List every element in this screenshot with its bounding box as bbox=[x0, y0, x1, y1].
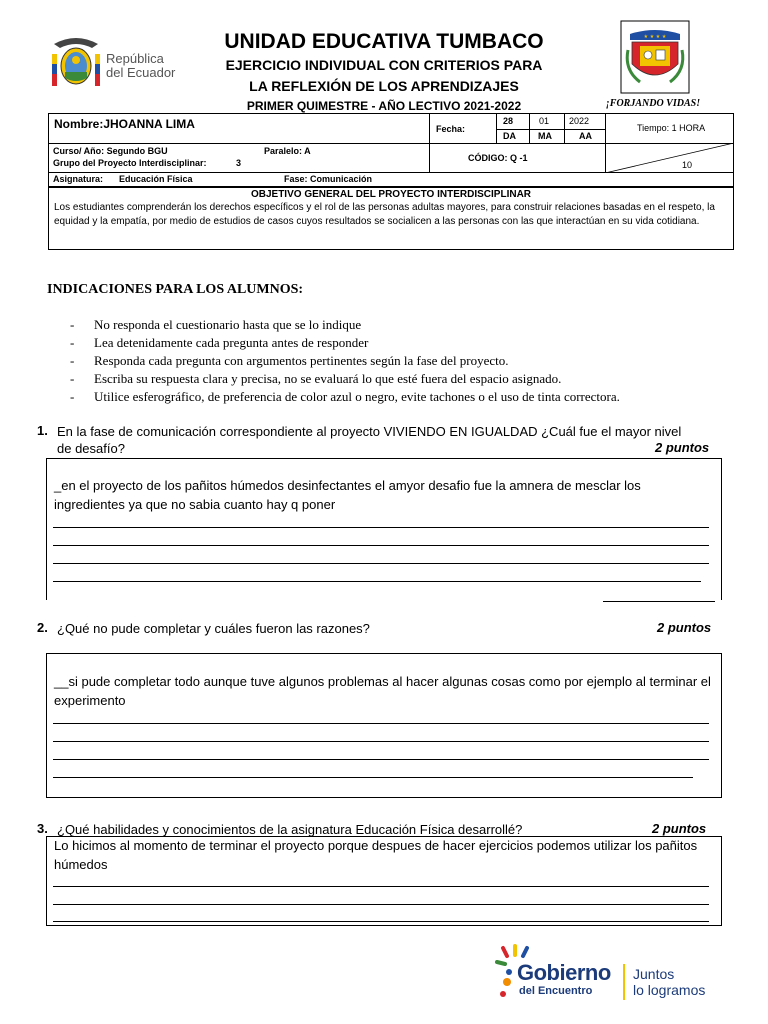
parallel: Paralelo: A bbox=[264, 146, 311, 156]
answer-line bbox=[53, 563, 709, 564]
project-objective bbox=[48, 187, 734, 250]
time-limit: Tiempo: 1 HORA bbox=[637, 123, 706, 133]
day-label: DA bbox=[503, 131, 516, 141]
question-2-points: 2 puntos bbox=[657, 620, 712, 635]
indication-item: - No responda el cuestionario hasta que se lo indique bbox=[70, 316, 620, 334]
title-line1: EJERCICIO INDIVIDUAL CON CRITERIOS PARA bbox=[225, 57, 543, 73]
question-3-number: 3. bbox=[37, 821, 48, 836]
date-day: 28 bbox=[503, 116, 514, 126]
fecha-label: Fecha: bbox=[436, 124, 466, 134]
answer-line bbox=[53, 723, 709, 724]
indication-item: - Escriba su respuesta clara y precisa, no se evaluará lo que esté fuera del espacio asignado. bbox=[70, 370, 620, 388]
answer-line bbox=[53, 759, 709, 760]
ecuador-logo-line1: República bbox=[106, 51, 164, 66]
indication-item: - Responda cada pregunta con argumentos pertinentes según la fase del proyecto. bbox=[70, 352, 620, 370]
slogan-line1: Juntos bbox=[633, 966, 675, 982]
answer-line bbox=[53, 886, 709, 887]
ecuador-logo bbox=[48, 32, 188, 94]
school-crest-icon bbox=[620, 20, 690, 94]
question-3-points: 2 puntos bbox=[652, 821, 707, 836]
subject-label: Asignatura: bbox=[53, 174, 104, 184]
footer-slogan bbox=[633, 966, 705, 998]
gobierno-logo bbox=[495, 944, 725, 1006]
month-label: MA bbox=[538, 131, 552, 141]
question-2-text: ¿Qué no pude completar y cuáles fueron las razones? bbox=[57, 621, 370, 636]
info-table bbox=[48, 113, 734, 187]
indications-list bbox=[70, 316, 620, 406]
answer-line bbox=[53, 545, 709, 546]
score-diagonal bbox=[605, 143, 734, 173]
answer-1-text: _en el proyecto de los pañitos húmedos desinfectantes el amyor desafio fue la amnera de mesclar los ingredientes ya que no sabia cuanto hay q poner bbox=[54, 478, 641, 512]
exam-code: CÓDIGO: Q -1 bbox=[468, 153, 528, 163]
date-year: 2022 bbox=[569, 116, 590, 126]
title-line2: LA REFLEXIÓN DE LOS APRENDIZAJES bbox=[249, 78, 519, 94]
ecuador-logo-line2: del Ecuador bbox=[106, 65, 176, 80]
objective-text: Los estudiantes comprenderán los derechos específicos y el rol de las personas adultas mayores, para construir relaciones basadas en el respeto, la equidad y la empatía, por medio de estudios de casos cuyos resultados se socialicen a las personas con las que interactúan en su vida cotidiana. bbox=[54, 202, 715, 227]
question-1-line2: de desafío? bbox=[57, 441, 125, 456]
question-1-line1: En la fase de comunicación correspondiente al proyecto VIVIENDO EN IGUALDAD ¿Cuál fue el mayor nivel bbox=[57, 424, 682, 439]
answer-line bbox=[53, 527, 709, 528]
title-line3: PRIMER QUIMESTRE - AÑO LECTIVO 2021-2022 bbox=[246, 99, 522, 113]
question-2-number: 2. bbox=[37, 620, 48, 635]
del-encuentro-text: del Encuentro bbox=[519, 985, 593, 997]
question-3-text: ¿Qué habilidades y conocimientos de la asignatura Educación Física desarrollé? bbox=[57, 822, 523, 837]
project-group-number: 3 bbox=[236, 158, 242, 168]
answer-line bbox=[53, 581, 701, 582]
subject-value: Educación Física bbox=[119, 174, 193, 184]
date-month: 01 bbox=[539, 116, 550, 126]
answer-2-text: __si pude completar todo aunque tuve algunos problemas al hacer algunas cosas como por ejemplo al terminar el experimento bbox=[54, 674, 711, 708]
indication-item: - Utilice esferográfico, de preferencia de color azul o negro, evite tachones o el uso de tinta correctora. bbox=[70, 388, 620, 406]
answer-3-text: Lo hicimos al momento de terminar el proyecto porque despues de hacer ejercicios podemos utilizar los pañitos húmedos bbox=[54, 838, 698, 872]
ecuador-coat-of-arms-icon bbox=[48, 34, 104, 92]
project-group-label: Grupo del Proyecto Interdisciplinar: bbox=[53, 158, 207, 168]
indication-item: - Lea detenidamente cada pregunta antes de responder bbox=[70, 334, 620, 352]
course: Curso/ Año: Segundo BGU bbox=[53, 146, 168, 156]
student-name: Nombre:JHOANNA LIMA bbox=[54, 117, 195, 131]
question-1-text bbox=[57, 423, 737, 457]
answer-line bbox=[53, 904, 709, 905]
ecuador-logo-text bbox=[106, 52, 175, 80]
svg-text:★ ★ ★ ★: ★ ★ ★ ★ bbox=[643, 34, 667, 40]
score-total: 10 bbox=[682, 160, 693, 170]
answer-line bbox=[53, 741, 709, 742]
year-label: AA bbox=[579, 131, 592, 141]
answer-line bbox=[603, 601, 715, 602]
question-1-number: 1. bbox=[37, 423, 48, 438]
answer-line bbox=[53, 777, 693, 778]
slogan-line2: lo logramos bbox=[633, 982, 706, 998]
school-motto: ¡FORJANDO VIDAS! bbox=[605, 98, 701, 109]
question-1-points: 2 puntos bbox=[655, 440, 710, 455]
project-phase: Fase: Comunicación bbox=[284, 174, 373, 184]
indications-title: INDICACIONES PARA LOS ALUMNOS: bbox=[47, 282, 304, 297]
footer-divider bbox=[623, 964, 625, 1000]
school-name: UNIDAD EDUCATIVA TUMBACO bbox=[224, 30, 544, 53]
objective-title: OBJETIVO GENERAL DEL PROYECTO INTERDISCIPLINAR bbox=[250, 189, 532, 200]
gobierno-text: Gobierno bbox=[517, 960, 611, 985]
answer-line bbox=[53, 921, 709, 922]
